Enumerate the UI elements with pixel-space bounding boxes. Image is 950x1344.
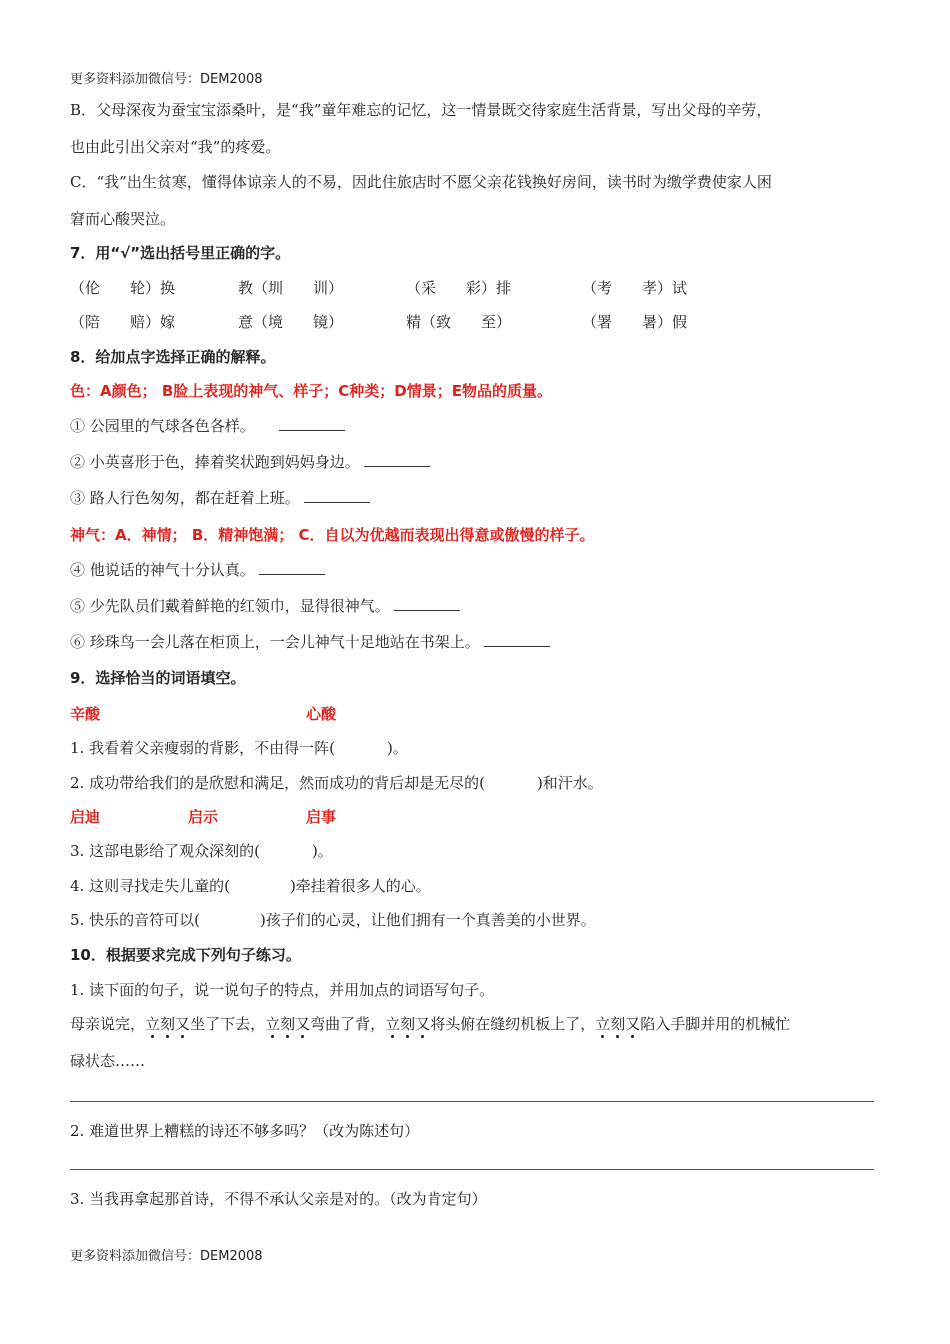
dotted-char: 又 <box>415 1015 431 1033</box>
q9-word-option: 启迪 <box>70 808 101 826</box>
q6-option-b-line2: 也由此引出父亲对“我”的疼爱。 <box>70 138 281 156</box>
q9-word-option: 启事 <box>306 808 337 826</box>
dotted-char: 刻 <box>400 1015 416 1033</box>
q8-se-definitions: 色：A颜色； B脸上表现的神气、样子；C种类；D情景；E物品的质量。 <box>70 382 552 400</box>
answer-line[interactable] <box>70 1169 874 1170</box>
q8-item-2 <box>70 452 430 472</box>
dotted-word <box>595 1015 640 1033</box>
passage-part: 母亲说完， <box>70 1015 146 1033</box>
q6-option-c-line1: C．“我”出生贫寒，懂得体谅亲人的不易，因此住旅店时不愿父亲花钱换好房间，读书时为缴学费使家人困 <box>70 173 772 191</box>
q8-item-4 <box>70 560 325 580</box>
q10-passage-line2: 碌状态…… <box>70 1052 146 1070</box>
page-header: 更多资料添加微信号：DEM2008 <box>70 72 263 87</box>
q9-sentence-5 <box>70 910 596 930</box>
q10-task-2: 2. 难道世界上糟糕的诗还不够多吗？（改为陈述句） <box>70 1122 420 1140</box>
dotted-word <box>145 1015 190 1033</box>
q7-item: （伦 轮）换 <box>70 279 176 297</box>
answer-blank[interactable] <box>304 488 370 503</box>
q7-item: （采 彩）排 <box>406 279 512 297</box>
passage-part: 弯曲了背， <box>310 1015 386 1033</box>
sentence-part: )。 <box>386 739 408 757</box>
sentence-part: )。 <box>311 842 333 860</box>
q8-item-text: ① 公园里的气球各色各样。 <box>70 417 255 435</box>
q6-option-c-line2: 窘而心酸哭泣。 <box>70 210 176 228</box>
dotted-char: 立 <box>385 1015 401 1033</box>
q6-option-b-line1: B．父母深夜为蚕宝宝添桑叶，是“我”童年难忘的记忆，这一情景既交待家庭生活背景，写出父母的辛劳， <box>70 101 772 119</box>
sentence-part: 3. 这部电影给了观众深刻的( <box>70 842 260 860</box>
q8-item-text: ③ 路人行色匆匆，都在赶着上班。 <box>70 489 300 507</box>
sentence-part: 1. 我看着父亲瘦弱的背影，不由得一阵( <box>70 739 335 757</box>
q9-word-option: 辛酸 <box>70 705 101 723</box>
dotted-char: 又 <box>625 1015 641 1033</box>
q7-title: 7．用“√”选出括号里正确的字。 <box>70 244 291 262</box>
q9-sentence-1 <box>70 738 408 758</box>
q9-sentence-2 <box>70 773 603 793</box>
q7-item: 精（致 至） <box>406 313 512 331</box>
dotted-word <box>385 1015 430 1033</box>
q9-sentence-3 <box>70 841 333 861</box>
q8-item-6 <box>70 632 550 652</box>
sentence-part: 4. 这则寻找走失儿童的( <box>70 877 230 895</box>
q7-item: 教（圳 训） <box>238 279 344 297</box>
dotted-char: 立 <box>595 1015 611 1033</box>
q8-item-5 <box>70 596 460 616</box>
dotted-char: 又 <box>175 1015 191 1033</box>
answer-line[interactable] <box>70 1101 874 1102</box>
q7-item: （考 孝）试 <box>582 279 688 297</box>
sentence-part: )牵挂着很多人的心。 <box>289 877 431 895</box>
sentence-part: )和汗水。 <box>536 774 603 792</box>
q8-shenqi-definitions: 神气：A．神情； B．精神饱满； C．自以为优越而表现出得意或傲慢的样子。 <box>70 526 595 544</box>
q9-title: 9．选择恰当的词语填空。 <box>70 669 246 687</box>
q9-sentence-4 <box>70 876 431 896</box>
q10-task-3: 3. 当我再拿起那首诗，不得不承认父亲是对的。（改为肯定句） <box>70 1190 487 1208</box>
q9-word-option: 启示 <box>188 808 219 826</box>
passage-part: 将头俯在缝纫机板上了， <box>430 1015 596 1033</box>
dotted-char: 刻 <box>160 1015 176 1033</box>
q10-passage-line1 <box>70 1014 790 1034</box>
dotted-word <box>265 1015 310 1033</box>
answer-blank[interactable] <box>484 632 550 647</box>
answer-blank[interactable] <box>279 416 345 431</box>
q8-item-text: ④ 他说话的神气十分认真。 <box>70 561 255 579</box>
dotted-char: 立 <box>145 1015 161 1033</box>
sentence-part: 5. 快乐的音符可以( <box>70 911 200 929</box>
sentence-part: 2. 成功带给我们的是欣慰和满足，然而成功的背后却是无尽的( <box>70 774 485 792</box>
q8-item-text: ⑤ 少先队员们戴着鲜艳的红领巾，显得很神气。 <box>70 597 390 615</box>
page-footer: 更多资料添加微信号：DEM2008 <box>70 1249 263 1264</box>
answer-blank[interactable] <box>394 596 460 611</box>
q8-title: 8．给加点字选择正确的解释。 <box>70 348 276 366</box>
q7-item: 意（境 镜） <box>238 313 344 331</box>
dotted-char: 又 <box>295 1015 311 1033</box>
sentence-part: )孩子们的心灵，让他们拥有一个真善美的小世界。 <box>259 911 596 929</box>
dotted-char: 刻 <box>280 1015 296 1033</box>
answer-blank[interactable] <box>259 560 325 575</box>
q10-task-1: 1. 读下面的句子，说一说句子的特点，并用加点的词语写句子。 <box>70 981 495 999</box>
q7-item: （署 暑）假 <box>582 313 688 331</box>
q7-item: （陪 赔）嫁 <box>70 313 176 331</box>
q10-title: 10．根据要求完成下列句子练习。 <box>70 946 301 964</box>
dotted-char: 刻 <box>610 1015 626 1033</box>
answer-blank[interactable] <box>364 452 430 467</box>
passage-part: 坐了下去， <box>190 1015 266 1033</box>
q8-item-text: ⑥ 珍珠鸟一会儿落在柜顶上，一会儿神气十足地站在书架上。 <box>70 633 480 651</box>
dotted-char: 立 <box>265 1015 281 1033</box>
q8-item-text: ② 小英喜形于色，捧着奖状跑到妈妈身边。 <box>70 453 360 471</box>
q8-item-3 <box>70 488 370 508</box>
q9-word-option: 心酸 <box>306 705 337 723</box>
q8-item-1 <box>70 416 345 436</box>
passage-part: 陷入手脚并用的机械忙 <box>640 1015 791 1033</box>
